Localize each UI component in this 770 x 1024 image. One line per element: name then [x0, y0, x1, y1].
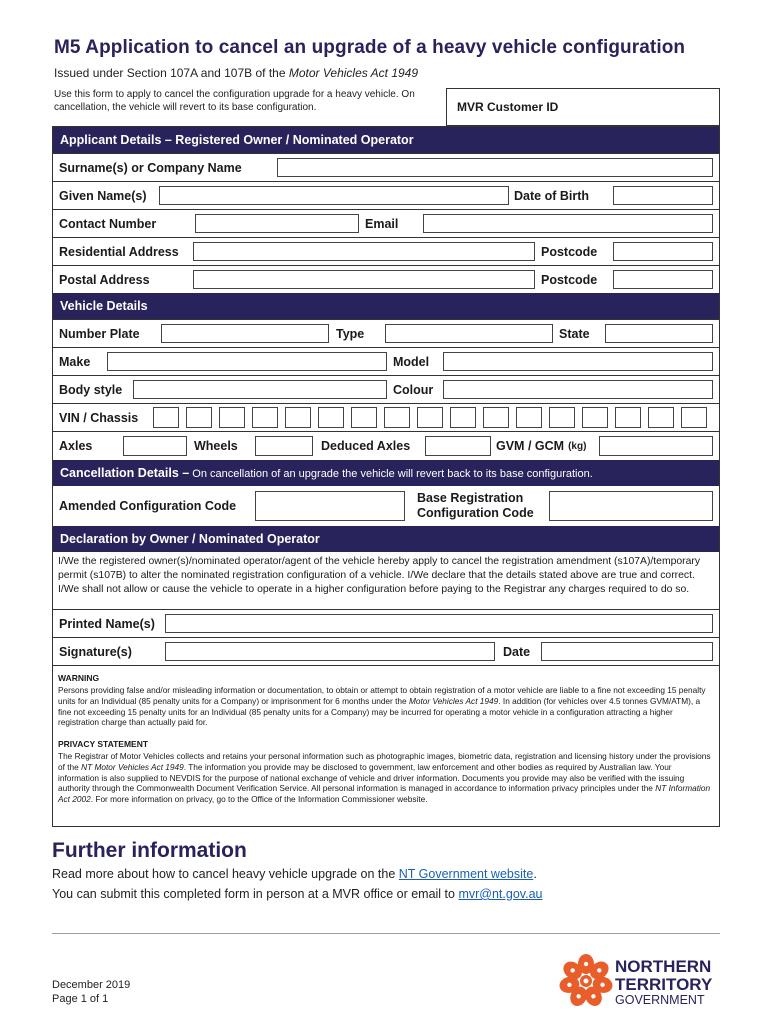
- vin-box[interactable]: [648, 407, 674, 428]
- colour-field[interactable]: [443, 380, 713, 399]
- row-body: [53, 375, 719, 403]
- residential-label: Residential Address: [59, 244, 179, 259]
- gvm-unit: (kg): [568, 440, 587, 452]
- row-plate: [53, 319, 719, 347]
- logo-line-2: TERRITORY: [615, 975, 713, 994]
- vin-box[interactable]: [153, 407, 179, 428]
- row-make: [53, 347, 719, 375]
- row-given-names: [53, 181, 719, 209]
- date-field[interactable]: [541, 642, 713, 661]
- residential-postcode-label: Postcode: [541, 244, 598, 259]
- further-info-line-2: [52, 887, 542, 901]
- dob-label: Date of Birth: [514, 188, 589, 203]
- warning-text-b: . In addition (for vehicles over 4.5 tonnes GVM/ATM), a fine not exceeding 15 penalty units for an Individual (85 penalty units for a Company) may be incurred for operating a motor vehicle in a configuration attracting a higher registration charge than actually paid for.: [58, 695, 701, 728]
- vin-box[interactable]: [582, 407, 608, 428]
- row-postal: [53, 265, 719, 293]
- issued-under: [54, 66, 418, 80]
- further-info-title: Further information: [52, 839, 247, 862]
- state-label: State: [559, 326, 590, 341]
- vin-box[interactable]: [417, 407, 443, 428]
- axles-label: Axles: [59, 439, 93, 453]
- gvm-label: [496, 432, 586, 460]
- footer-date: December 2019: [52, 979, 131, 991]
- gvm-field[interactable]: [599, 436, 713, 456]
- given-names-field[interactable]: [159, 186, 509, 205]
- dob-field[interactable]: [613, 186, 713, 205]
- postal-postcode-field[interactable]: [613, 270, 713, 289]
- vin-box[interactable]: [318, 407, 344, 428]
- issued-prefix: Issued under Section 107A and 107B of the: [54, 66, 289, 80]
- privacy-text-c: . For more information on privacy, go to the Office of the Information Commissioner website.: [90, 794, 428, 805]
- vin-box[interactable]: [681, 407, 707, 428]
- postal-label: Postal Address: [59, 272, 150, 287]
- vin-box[interactable]: [384, 407, 410, 428]
- further-line1-suffix: .: [533, 867, 537, 881]
- deduced-axles-label: Deduced Axles: [321, 439, 411, 453]
- customer-id-label: MVR Customer ID: [457, 100, 559, 114]
- vin-box[interactable]: [483, 407, 509, 428]
- warning-title: WARNING: [58, 673, 100, 683]
- page-title: M5 Application to cancel an upgrade of a heavy vehicle configuration: [54, 37, 686, 58]
- email-field[interactable]: [423, 214, 713, 233]
- logo-line-3: GOVERNMENT: [615, 993, 705, 1007]
- privacy-act-2: NT Information Act 2002: [58, 783, 711, 805]
- type-field[interactable]: [385, 324, 553, 343]
- printed-name-label: Printed Name(s): [59, 616, 155, 631]
- signature-field[interactable]: [165, 642, 495, 661]
- footer-divider: [52, 933, 720, 934]
- state-field[interactable]: [605, 324, 713, 343]
- vin-label: VIN / Chassis: [59, 410, 139, 425]
- postal-field[interactable]: [193, 270, 535, 289]
- logo-line-1: NORTHERN: [615, 957, 712, 976]
- privacy-text-a: The Registrar of Motor Vehicles collects and retains your personal information such as photographic images, biometric data, registration and licensing history under the provisions of the: [58, 751, 711, 772]
- declaration-section-header: Declaration by Owner / Nominated Operator: [53, 526, 719, 552]
- desert-rose-icon: [557, 950, 615, 1012]
- plate-field[interactable]: [161, 324, 329, 343]
- row-surname: [53, 153, 719, 181]
- email-label: Email: [365, 216, 399, 231]
- vin-box[interactable]: [186, 407, 212, 428]
- footer-page: Page 1 of 1: [52, 993, 109, 1005]
- privacy-text: [58, 751, 711, 805]
- nt-government-logo: [557, 950, 723, 1012]
- row-residential: [53, 237, 719, 265]
- body-field[interactable]: [133, 380, 387, 399]
- vin-box[interactable]: [549, 407, 575, 428]
- contact-label: Contact Number: [59, 216, 157, 231]
- body-label: Body style: [59, 382, 123, 397]
- postal-postcode-label: Postcode: [541, 272, 598, 287]
- surname-field[interactable]: [277, 158, 713, 177]
- vin-box[interactable]: [285, 407, 311, 428]
- row-signature: [53, 637, 719, 665]
- cancellation-section-header: [53, 460, 719, 486]
- vin-box[interactable]: [219, 407, 245, 428]
- privacy-act-1: NT Motor Vehicles Act 1949: [81, 761, 184, 772]
- warning-act: Motor Vehicles Act 1949: [408, 695, 499, 706]
- printed-name-field[interactable]: [165, 614, 713, 633]
- nt-government-website-link[interactable]: NT Government website: [398, 867, 534, 881]
- issued-act: Motor Vehicles Act 1949: [288, 66, 419, 80]
- amended-code-label: Amended Configuration Code: [59, 499, 237, 513]
- warning-text-a: Persons providing false and/or misleading information or documentation, to obtain or attempt to obtain registration of a motor vehicle are liable to a fine not exceeding 15 penalty units for an Individual (85 penalty units for a Company) or imprisonment for 6 months under the: [58, 685, 706, 706]
- row-printed-name: [53, 609, 719, 637]
- type-label: Type: [336, 326, 365, 341]
- intro-text: Use this form to apply to cancel the configuration upgrade for a heavy vehicle. On cancellation, the vehicle will revert to its base configuration.: [54, 89, 415, 113]
- further-line1-prefix: Read more about how to cancel heavy vehicle upgrade on the: [52, 867, 399, 881]
- cancellation-note: On cancellation of an upgrade the vehicle will revert back to its base configuration.: [189, 468, 593, 480]
- deduced-axles-field[interactable]: [425, 436, 491, 456]
- signature-label: Signature(s): [59, 644, 132, 659]
- residential-postcode-field[interactable]: [613, 242, 713, 261]
- gvm-text: GVM / GCM: [496, 439, 565, 453]
- make-label: Make: [59, 354, 91, 369]
- make-field[interactable]: [107, 352, 387, 371]
- vin-box[interactable]: [252, 407, 278, 428]
- base-code-label-line2: Configuration Code: [417, 506, 534, 520]
- vin-box[interactable]: [351, 407, 377, 428]
- applicant-section-header: Applicant Details – Registered Owner / Nominated Operator: [53, 127, 719, 153]
- surname-label: Surname(s) or Company Name: [59, 160, 242, 175]
- further-line2-prefix: You can submit this completed form in person at a MVR office or email to: [52, 887, 459, 901]
- residential-field[interactable]: [193, 242, 535, 261]
- row-vin: [53, 403, 719, 431]
- mvr-email-link[interactable]: mvr@nt.gov.au: [458, 887, 543, 901]
- vin-box[interactable]: [450, 407, 476, 428]
- plate-label: Number Plate: [59, 326, 140, 341]
- vehicle-section-header: Vehicle Details: [53, 293, 719, 319]
- model-label: Model: [393, 354, 430, 369]
- date-label: Date: [503, 644, 531, 659]
- contact-field[interactable]: [195, 214, 359, 233]
- base-code-label: [417, 486, 534, 526]
- row-declaration-text: [53, 552, 719, 609]
- row-cancellation: [53, 486, 719, 526]
- colour-label: Colour: [393, 382, 434, 397]
- further-info-line-1: [52, 867, 537, 881]
- wheels-field[interactable]: [255, 436, 313, 456]
- amended-code-field[interactable]: [255, 491, 405, 521]
- privacy-text-b: . The information you provide may be disclosed to government, law enforcement and other bodies as required by Australian law. Your information is also supplied to NEVDIS for the purpose of national exchange of vehicle and driver information. Documents you provide may also be verified with the issuing authority through the Commonwealth Document Verification Service. All personal information is managed in accordance to information privacy principles under the: [58, 761, 685, 794]
- wheels-label: Wheels: [194, 439, 238, 453]
- warning-text: [58, 685, 711, 728]
- cancellation-title: Cancellation Details –: [60, 466, 190, 480]
- vin-box[interactable]: [615, 407, 641, 428]
- axles-field[interactable]: [123, 436, 187, 456]
- vin-box[interactable]: [516, 407, 542, 428]
- given-names-label: Given Name(s): [59, 188, 147, 203]
- privacy-title: PRIVACY STATEMENT: [58, 739, 149, 749]
- row-legal-notices: [53, 665, 719, 827]
- base-code-field[interactable]: [549, 491, 713, 521]
- row-axles: [53, 431, 719, 460]
- application-form: [52, 126, 720, 827]
- model-field[interactable]: [443, 352, 713, 371]
- row-contact: [53, 209, 719, 237]
- base-code-label-line1: Base Registration: [417, 491, 524, 505]
- declaration-text: I/We the registered owner(s)/nominated operator/agent of the vehicle hereby apply to cancel the registration amendment (s107A)/temporary permit (s107B) to alter the nominated registration configuration of a vehicle. I/We declare that the details stated above are true and correct. I/We shall not allow or cause the vehicle to operate in a higher configuration before paying to the Registrar any charges required to do so.: [58, 556, 701, 595]
- customer-id-box: [446, 88, 720, 126]
